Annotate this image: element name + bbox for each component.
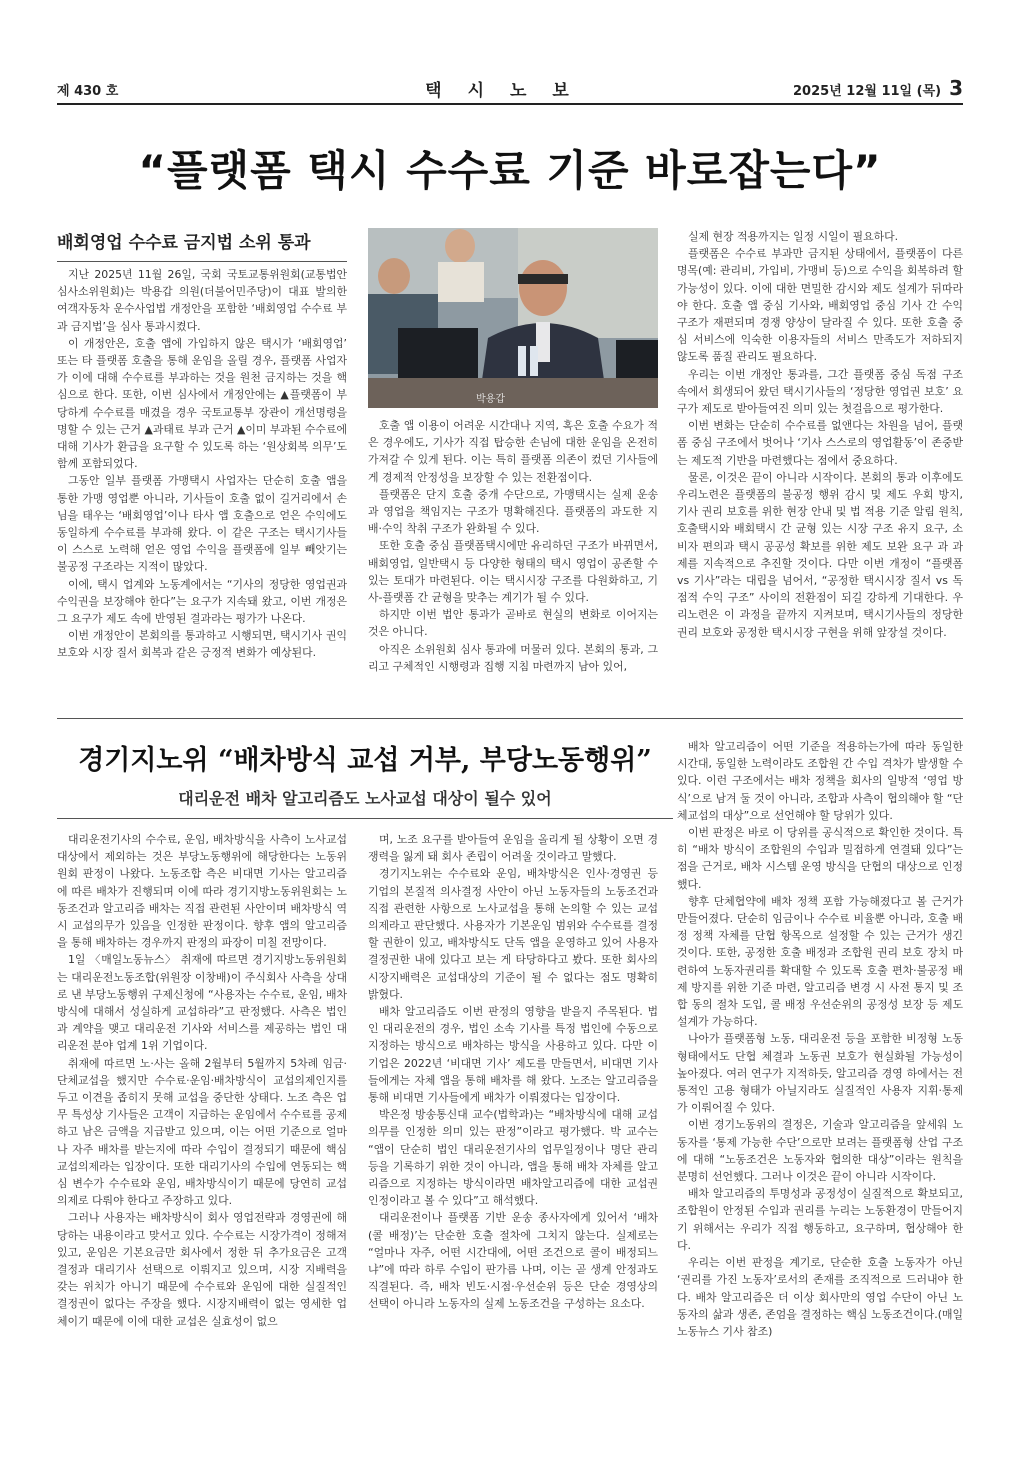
newspaper-name: 택시노보 xyxy=(425,81,595,101)
paragraph: 이번 판정은 바로 이 당위를 공식적으로 확인한 것이다. 특히 “배차 방식이 조합원의 수입과 밀접하게 연결돼 있다”는 점을 근거로, 배차 시스템 운영 방식을 단협의 대상으로 인정했다. xyxy=(677,826,963,891)
article1-column-1 xyxy=(57,266,347,662)
issue-number: 제 430 호 xyxy=(57,84,119,99)
paragraph: 이에, 택시 업계와 노동계에서는 “기사의 정당한 영업권과 수익권을 보장해야 한다”는 요구가 지속돼 왔고, 이번 개정은 그 요구가 제도 속에 반영된 결과라는 평가가 나온다. xyxy=(57,577,347,626)
paragraph: 우리는 이번 판정을 계기로, 단순한 호출 노동자가 아닌 ‘권리를 가진 노동자’로서의 존재를 조직적으로 드러내야 한다. 배차 알고리즘은 더 이상 회사만의 영업 수단이 아닌 노동자의 삶과 생존, 존엄을 결정하는 핵심 노동조건이다.(매일노동뉴스 기사 참조) xyxy=(677,1256,963,1338)
paragraph: 그동안 일부 플랫폼 가맹택시 사업자는 단순히 호출 앱을 통한 가맹 영업뿐 아니라, 기사들이 호출 없이 길거리에서 손님을 태우는 ‘배회영업’이나 타사 앱 호출으로 얻은 수익에도 동일하게 수수료를 부과해 왔다. 이 같은 구조는 택시기사들이 스스로 노력해 얻은 영업 수익을 플랫폼에 일부 빼앗기는 불공정 구조라는 지적이 많았다. xyxy=(57,474,347,574)
paragraph: 플랫폼은 수수료 부과만 금지된 상태에서, 플랫폼이 다른 명목(예: 관리비, 가입비, 가맹비 등)으로 수익을 회복하려 할 가능성이 있다. 이에 대한 면밀한 감시와 제도 설계가 뒤따라야 한다. 호출 앱 중심 기사와, 배회영업 중심 기사 간 수익 구조가 재편되며 경쟁 양상이 달라질 수 있다. 또한 호출 중심 서비스에 익숙한 이용자들의 서비스 만족도가 저하되지 않도록 품질 관리도 필요하다. xyxy=(677,247,963,364)
paragraph: 그러나 사용자는 배차방식이 회사 영업전략과 경영권에 해당하는 내용이라고 맞서고 있다. 수수료는 시장가격이 정해져 있고, 운임은 기본요금만 회사에서 정한 뒤 추가요금은 고객 결정과 대리기사 선택으로 이뤄지고 있으며, 시장 지배력을 갖는 위치가 아니기 때문에 수수료와 운임에 대한 실질적인 결정권이 없다는 주장을 했다. 시장지배력이 없는 영세한 업체이기 때문에 이에 대한 교섭은 실효성이 없으 xyxy=(57,1211,347,1328)
article1-subhead: 배회영업 수수료 금지법 소위 통과 xyxy=(57,228,347,262)
article2-rule xyxy=(57,818,673,819)
article1-photo xyxy=(368,228,658,408)
article2-column-3 xyxy=(677,738,963,1340)
article2-headline: 경기지노위 “배차방식 교섭 거부, 부당노동행위” xyxy=(78,745,652,776)
article1-column-2 xyxy=(368,417,658,675)
article2-column-2 xyxy=(368,831,658,1313)
paragraph: 우리는 이번 개정안 통과를, 그간 플랫폼 중심 독점 구조 속에서 희생되어 왔던 택시기사들의 ‘정당한 영업권 보호’ 요구가 제도로 받아들여진 의미 있는 첫걸음으로 평가한다. xyxy=(677,367,963,416)
paragraph: 취재에 따르면 노·사는 올해 2월부터 5월까지 5차례 임금·단체교섭을 했지만 수수료·운임·배차방식이 교섭의제인지를 두고 이견을 좁히지 못해 교섭을 중단한 상태다. 노조 측은 업무 특성상 기사들은 고객이 지급하는 운임에서 수수료를 공제하고 남은 금액을 지급받고 있으며, 이는 어떤 기준으로 얼마나 자주 배차를 받는지에 따라 수입이 결정되기 때문에 핵심 교섭의제라는 입장이다. 또한 대리기사의 수입에 연동되는 핵심 변수가 수수료와 운임, 배차방식이기 때문에 당연히 교섭의제로 다뤄야 한다고 주장하고 있다. xyxy=(57,1056,347,1208)
paragraph: 나아가 플랫폼형 노동, 대리운전 등을 포함한 비정형 노동 형태에서도 단협 체결과 노동권 보호가 현실화될 가능성이 높아졌다. 여러 연구가 지적하듯, 알고리즘 경영 하에서는 전통적인 고용 형태가 아닐지라도 실질적인 사용자 지휘·통제가 이뤄어질 수 있다. xyxy=(677,1032,963,1115)
paragraph: 호출 앱 이용이 어려운 시간대나 지역, 혹은 호출 수요가 적은 경우에도, 기사가 직접 탑승한 손님에 대한 운임을 온전히 가져갈 수 있게 된다. 이는 특히 플랫폼 의존이 컸던 기사들에게 경제적 안정성을 보장할 수 있는 전환점이다. xyxy=(368,419,658,484)
paragraph: 대리운전이나 플랫폼 기반 운송 종사자에게 있어서 ‘배차(콜 배정)’는 단순한 호출 절차에 그치지 않는다. 실제로는 “얼마나 자주, 어떤 시간대에, 어떤 조건으로 콜이 배정되느냐”에 따라 하루 수입이 판가름 나며, 이는 곧 생계 안정과도 직결된다. 즉, 배차 빈도·시점·우선순위 등은 단순 경영상의 선택이 아니라 노동자의 실제 노동조건을 구성하는 요소다. xyxy=(368,1211,658,1311)
paragraph: 실제 현장 적용까지는 일정 시일이 필요하다. xyxy=(688,230,899,243)
paragraph: 지난 2025년 11월 26일, 국회 국토교통위원회(교통법안심사소위원회)는 박용갑 의원(더불어민주당)이 대표 발의한 여객자동차 운수사업법 개정안을 포함한 ‘배회영업 수수료 부과 금지법’을 심사 통과시켰다. xyxy=(57,268,347,333)
paragraph: 물론, 이것은 끝이 아니라 시작이다. 본회의 통과 이후에도 우리노련은 플랫폼의 불공정 행위 감시 및 제도 우회 방지, 기사 권리 보호를 위한 현장 안내 및 법 적용 기준 알림 원칙, 호출택시와 배회택시 간 균형 있는 시장 구조 유지 요구, 소비자 편의과 택시 공공성 확보를 위한 제도 보완 요구 과 과제를 지속적으로 추진할 것이다. 다만 이번 개정이 “플랫폼 vs 기사”라는 대립을 넘어서, “공정한 택시시장 질서 vs 독점적 수익 구조” 사이의 전환점이 되길 강하게 기대한다. 우리노련은 이 과정을 끝까지 지켜보며, 택시기사들의 정당한 권리 보호와 공정한 택시시장 구현을 위해 앞장설 것이다. xyxy=(677,470,963,639)
paragraph: 박은정 방송통신대 교수(법학과)는 “배차방식에 대해 교섭의무를 인정한 의미 있는 판정”이라고 평가했다. 박 교수는 “앱이 단순히 법인 대리운전기사의 업무일정이나 명단 관리 등을 기록하기 위한 것이 아니라, 앱을 통해 배차 자체를 알고리즘으로 지정하는 방식이라면 배차알고리즘에 대한 교섭권 인정이라고 볼 수 있다”고 해석했다. xyxy=(368,1108,658,1208)
paragraph: 1일 〈매일노동뉴스〉 취재에 따르면 경기지방노동위원회는 대리운전노동조합(위원장 이창배)이 주식회사 사측을 상대로 낸 부당노동행위 구제신청에 “사용자는 수수료, 운임, 배차방식에 대해서 성실하게 교섭하라”고 판정했다. 사측은 법인과 계약을 맺고 대리운전 기사와 서비스를 제공하는 법인 대리운전 분야 업계 1위 기업이다. xyxy=(57,953,347,1053)
paragraph: 이번 변화는 단순히 수수료를 없앤다는 차원을 넘어, 플랫폼 중심 구조에서 벗어나 ‘기사 스스로의 영업활동’이 존중받는 제도적 기반을 마련했다는 점에서 중요하다. xyxy=(677,419,963,467)
article2-column-1 xyxy=(57,831,347,1330)
hearing-photo-illustration xyxy=(368,228,658,408)
paragraph: 또한 호출 중심 플랫폼택시에만 유리하던 구조가 바뀌면서, 배회영업, 일반택시 등 다양한 형태의 택시 영업이 공존할 수 있는 토대가 마련된다. 이는 택시시장 구조를 다원화하고, 기사-플랫폼 간 균형을 맞추는 계기가 될 수 있다. xyxy=(368,539,658,605)
article2-subhead: 대리운전 배차 알고리즘도 노사교섭 대상이 될수 있어 xyxy=(178,789,552,808)
paragraph: 경기지노위는 수수료와 운임, 배차방식은 인사·경영권 등 기업의 본질적 의사결정 사안이 아닌 노동자들의 노동조건과 직접 관련한 사항으로 노사교섭을 통해 논의할 수 있는 교섭의제라고 판단했다. 사용자가 기본운임 범위와 수수료를 결정할 권한이 있고, 배차방식도 단독 앱을 운영하고 있어 사용자 결정권한 내에 있다고 보는 게 타당하다고 봤다. 또한 회사의 시장지배력은 교섭대상의 기준이 될 수 없다는 점도 명확히 밝혔다. xyxy=(368,867,658,1001)
paragraph: 플랫폼은 단지 호출 중개 수단으로, 가맹택시는 실제 운송과 영업을 책임지는 구조가 명확해진다. 플랫폼의 과도한 지배·수익 착취 구조가 완화될 수 있다. xyxy=(368,487,658,536)
paragraph: 배차 알고리즘이 어떤 기준을 적용하는가에 따라 동일한 시간대, 동일한 노력이라도 조합원 간 수입 격차가 발생할 수 있다. 이런 구조에서는 배차 정책을 회사의 일방적 ‘영업 방식’으로 남겨 둘 것이 아니라, 조합과 사측이 협의해야 할 “단체교섭의 대상”으로 선언해야 할 당위가 있다. xyxy=(677,740,963,822)
paragraph: 향후 단체협약에 배차 정책 포함 가능해졌다고 볼 근거가 만들어졌다. 단순히 임금이나 수수료 비율뿐 아니라, 호출 배정 정책 자체를 단협 항목으로 설정할 수 있는 근거가 생긴 것이다. 또한, 공정한 호출 배정과 조합원 권리 보호 장치 마련하여 노동자권리를 확대할 수 있도록 호출 편차·불공정 배제 방지를 위한 기준 마련, 알고리즘 변경 시 사전 통지 및 조합 동의 절차 도입, 콜 배정 우선순위의 공정성 보장 등 제도 설계가 가능하다. xyxy=(677,894,963,1029)
photo-nameplate: 박용갑 xyxy=(476,394,505,405)
paragraph: 배차 알고리즘의 투명성과 공정성이 실질적으로 확보되고, 조합원이 안정된 수입과 권리를 누리는 노동환경이 만들어지기 위해서는 우리가 직접 행동하고, 요구하며, 협상해야 한다. xyxy=(677,1187,963,1252)
article1-headline: “플랫폼 택시 수수료 기준 바로잡는다” xyxy=(138,146,882,195)
paragraph: 이 개정안은, 호출 앱에 가입하지 않은 택시가 ‘배회영업’ 또는 타 플랫폼 호출을 통해 운임을 올릴 경우, 플랫폼 사업자가 이에 대해 수수료를 부과하는 것을 원천 금지하는 것을 핵심으로 한다. 또한, 이번 심사에서 개정안에는 ▲플랫폼이 부당하게 수수료를 매겼을 경우 국토교통부 장관이 개선명령을 명할 수 있는 근거 ▲과태료 부과 근거 ▲이미 부과된 수수료에 대해 기사가 환급을 요구할 수 있도록 하는 ‘원상회복 의무’도 함께 포함되었다. xyxy=(57,336,347,471)
paragraph: 하지만 이번 법안 통과가 곧바로 현실의 변화로 이어지는 것은 아니다. xyxy=(368,608,658,639)
paragraph: 며, 노조 요구를 받아들여 운임을 올리게 될 상황이 오면 경쟁력을 잃게 돼 회사 존립이 어려울 것이라고 말했다. xyxy=(368,833,658,864)
issue-date: 2025년 12월 11일 (목) xyxy=(793,84,942,99)
paragraph: 아직은 소위원회 심사 통과에 머물러 있다. 본회의 통과, 그리고 구체적인 시행령과 집행 지침 마련까지 남아 있어, xyxy=(368,642,658,673)
paragraph: 이번 경기노동위의 결정은, 기술과 알고리즘을 앞세워 노동자를 ‘통제 가능한 수단’으로만 보려는 플랫폼형 산업 구조에 대해 “노동조건은 노동자와 협의한 대상”이라는 원칙을 분명히 선언했다. 그러나 이것은 끝이 아니라 시작이다. xyxy=(677,1118,963,1184)
page-number: 3 xyxy=(949,76,963,100)
section-divider xyxy=(57,718,963,719)
header-date-page xyxy=(793,76,963,100)
paragraph: 이번 개정안이 본회의를 통과하고 시행되면, 택시기사 권익 보호와 시장 질서 회복과 같은 긍정적 변화가 예상된다. xyxy=(57,629,347,660)
header-rule xyxy=(57,103,963,105)
paragraph: 대리운전기사의 수수료, 운임, 배차방식을 사측이 노사교섭 대상에서 제외하는 것은 부당노동행위에 해당한다는 노동위원회 판정이 나왔다. 노동조합 측은 비대면 기사는 알고리즘에 따른 배차가 진행되며 이에 따라 경기지방노동위원회는 노동조건과 알고리즘 배차는 직접 관련된 사안이며 배차방식 역시 교섭의무가 있음을 인정한 판정이다. 향후 앱의 알고리즘을 통해 배차하는 경우까지 판정의 파장이 미칠 전망이다. xyxy=(57,833,347,950)
paragraph: 배차 알고리즘도 이번 판정의 영향을 받을지 주목된다. 법인 대리운전의 경우, 법인 소속 기사를 특정 법인에 수동으로 지정하는 방식으로 배차하는 방식을 사용하고 있다. 다만 이 기업은 2022년 ‘비대면 기사’ 제도를 만들면서, 비대면 기사들에게는 자체 앱을 통해 배차를 해 왔다. 노조는 알고리즘을 통해 비대면 기사들에게 배차가 이뤄졌다는 입장이다. xyxy=(368,1005,658,1105)
article1-column-3 xyxy=(677,228,963,641)
